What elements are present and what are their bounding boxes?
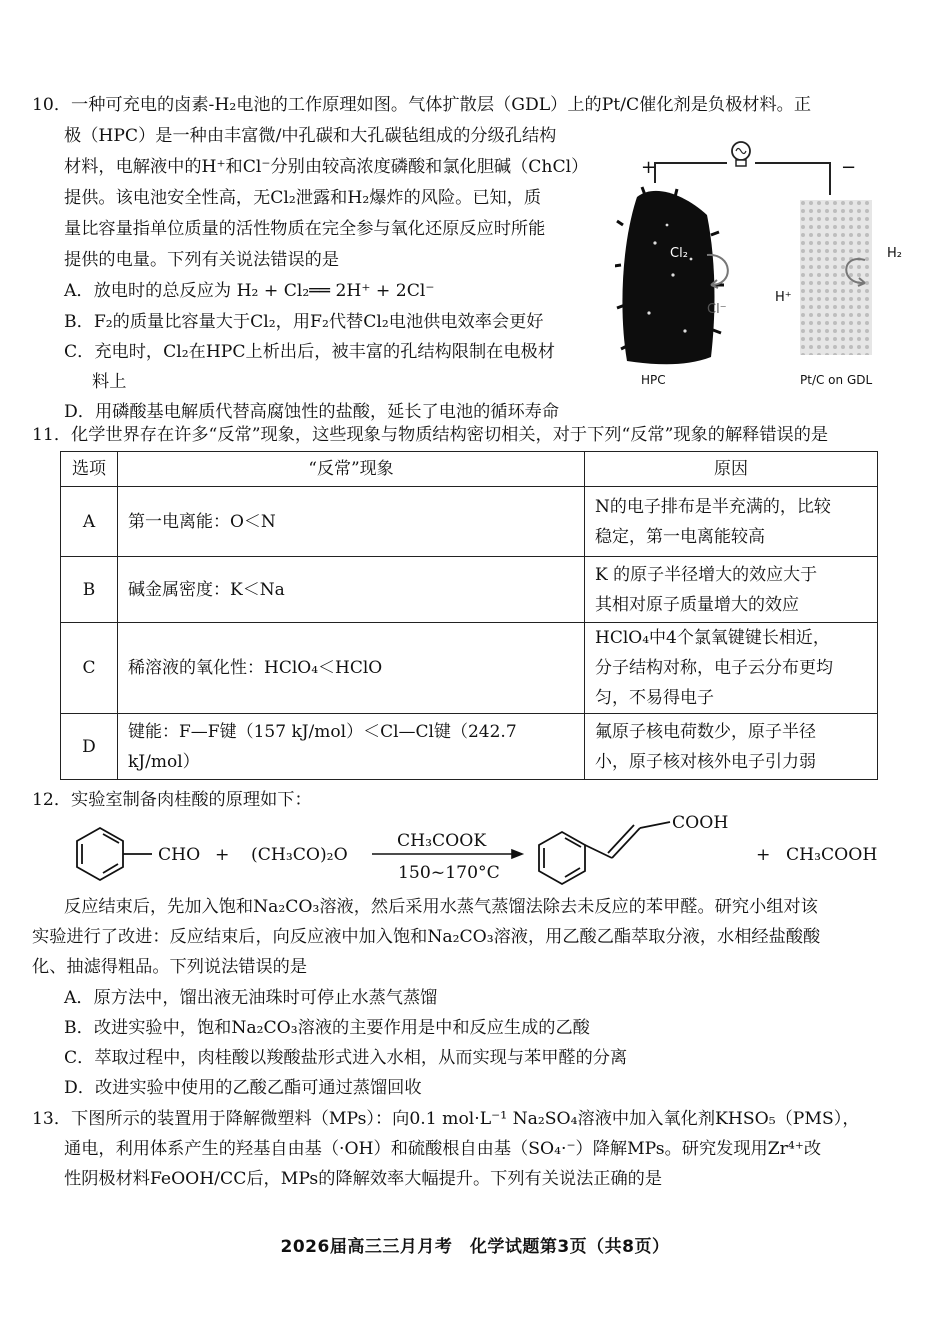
- q12-option-b: B．改进实验中，饱和Na₂CO₃溶液的主要作用是中和反应生成的乙酸: [64, 1018, 590, 1038]
- reason-line: 分子结构对称，电子云分布更均: [595, 658, 833, 678]
- reason-line: K 的原子半径增大的效应大于: [595, 564, 818, 585]
- row-phenomenon: 稀溶液的氧化性：HClO₄＜HClO: [118, 623, 585, 714]
- q12-body-1: 反应结束后，先加入饱和Na₂CO₃溶液，然后采用水蒸气蒸馏法除去未反应的苯甲醛。研究小组对该: [64, 897, 818, 917]
- table-header: 原因: [585, 452, 878, 487]
- table-header-row: [61, 452, 878, 487]
- table-header: “反常”现象: [118, 452, 585, 487]
- q13-line-3: 性阴极材料FeOOH/CC后，MPs的降解效率大幅提升。下列有关说法正确的是: [64, 1169, 663, 1189]
- cooh-group: COOH: [672, 813, 729, 833]
- reason-line: 氟原子核电荷数少，原子半径: [595, 721, 816, 742]
- cl2-label: Cl₂: [670, 246, 688, 261]
- positive-terminal: +: [641, 157, 657, 178]
- gdl-label: Pt/C on GDL: [800, 373, 873, 387]
- q10-line-4: 提供。该电池安全性高，无Cl₂泄露和H₂爆炸的风险。已知，质: [64, 188, 542, 208]
- wire-right: [755, 163, 830, 195]
- byproduct: CH₃COOH: [786, 845, 878, 865]
- table-header: 选项: [61, 452, 118, 487]
- negative-terminal: −: [841, 157, 857, 178]
- lightbulb-icon: [732, 142, 750, 166]
- q13-line-1: 13．下图所示的装置用于降解微塑料（MPs）：向0.1 mol·L⁻¹ Na₂SO₄溶液中加入氧化剂KHSO₅（PMS），: [32, 1109, 860, 1129]
- row-reason: [585, 714, 878, 780]
- temperature-label: 150~170°C: [398, 863, 500, 883]
- cl-minus-label: Cl⁻: [707, 302, 727, 317]
- row-option: B: [61, 557, 118, 623]
- reason-line: HClO₄中4个氯氧键键长相近，: [595, 628, 830, 648]
- row-option: A: [61, 487, 118, 557]
- q10-option-a: A．放电时的总反应为 H₂ + Cl₂══ 2H⁺ + 2Cl⁻: [64, 281, 435, 301]
- q10-line-3: 材料，电解液中的H⁺和Cl⁻分别由较高浓度磷酸和氯化胆碱（ChCl）: [64, 157, 589, 177]
- reason-line: 其相对原子质量增大的效应: [595, 594, 799, 615]
- row-option: C: [61, 623, 118, 714]
- q12-body-2: 实验进行了改进：反应结束后，向反应液中加入饱和Na₂CO₃溶液，用乙酸乙酯萃取分液，水相经盐酸酸: [32, 927, 821, 947]
- page-footer: 2026届高三三月月考 化学试题第3页（共8页）: [280, 1237, 670, 1257]
- reaction-scheme: [40, 808, 900, 890]
- q10-option-b: B．F₂的质量比容量大于Cl₂，用F₂代替Cl₂电池供电效率会更好: [64, 312, 544, 332]
- row-phenomenon: 键能：F—F键（157 kJ/mol）＜Cl—Cl键（242.7 kJ/mol）: [118, 714, 585, 780]
- gdl-electrode: [800, 200, 872, 355]
- reason-line: 匀，不易得电子: [595, 688, 714, 708]
- q10-option-c-cont: 料上: [92, 372, 127, 392]
- hpc-electrode: [615, 187, 724, 364]
- battery-diagram: [615, 135, 915, 390]
- row-reason: [585, 557, 878, 623]
- wire-left: [655, 163, 727, 183]
- table-row: [61, 557, 878, 623]
- row-reason: [585, 623, 878, 714]
- q12-option-d: D．改进实验中使用的乙酸乙酯可通过蒸馏回收: [64, 1078, 422, 1098]
- q10-line-1: 10．一种可充电的卤素-H₂电池的工作原理如图。气体扩散层（GDL）上的Pt/C催化剂是负极材料。正: [32, 95, 812, 115]
- anhydride: (CH₃CO)₂O: [251, 845, 348, 865]
- h-plus-label: H⁺: [775, 290, 792, 305]
- benzene-ring-1: [77, 828, 152, 880]
- q10-line-2: 极（HPC）是一种由丰富微/中孔碳和大孔碳毡组成的分级孔结构: [64, 126, 557, 146]
- q10-line-5: 量比容量指单位质量的活性物质在完全参与氧化还原反应时所能: [64, 219, 546, 239]
- reason-line: 小，原子核对核外电子引力弱: [595, 751, 816, 772]
- q12-option-c: C．萃取过程中，肉桂酸以羧酸盐形式进入水相，从而实现与苯甲醛的分离: [64, 1048, 628, 1068]
- table-row: [61, 714, 878, 780]
- row-phenomenon: 第一电离能：O＜N: [118, 487, 585, 557]
- table-row: [61, 487, 878, 557]
- q11-stem: 11．化学世界存在许多“反常”现象，这些现象与物质结构密切相关，对于下列“反常”现象的解释错误的是: [32, 425, 829, 445]
- q12-body-3: 化、抽滤得粗品。下列说法错误的是: [32, 957, 308, 977]
- hpc-label: HPC: [641, 373, 666, 387]
- q12-option-a: A．原方法中，馏出液无油珠时可停止水蒸气蒸馏: [64, 988, 438, 1008]
- q13-line-2: 通电，利用体系产生的羟基自由基（·OH）和硫酸根自由基（SO₄·⁻）降解MPs。研究发现用Zr⁴⁺改: [64, 1139, 822, 1159]
- plus-sign: +: [215, 845, 230, 865]
- row-option: D: [61, 714, 118, 780]
- table-row: [61, 623, 878, 714]
- q12-stem: 12．实验室制备肉桂酸的原理如下：: [32, 790, 312, 810]
- row-phenomenon: 碱金属密度：K＜Na: [118, 557, 585, 623]
- q10-option-c: C．充电时，Cl₂在HPC上析出后，被丰富的孔结构限制在电极材: [64, 342, 555, 362]
- catalyst-label: CH₃COOK: [397, 831, 487, 851]
- q10-option-d: D．用磷酸基电解质代替高腐蚀性的盐酸，延长了电池的循环寿命: [64, 402, 560, 422]
- row-reason: [585, 487, 878, 557]
- q11-table: [60, 451, 878, 780]
- h2-label: H₂: [887, 246, 902, 261]
- battery-diagram-svg: [615, 135, 915, 390]
- cho-group: CHO: [158, 845, 201, 865]
- benzene-ring-2: [539, 822, 670, 884]
- reason-line: 稳定，第一电离能较高: [595, 526, 765, 547]
- reason-line: N的电子排布是半充满的，比较: [595, 496, 831, 517]
- plus-sign: +: [756, 845, 771, 865]
- q10-line-6: 提供的电量。下列有关说法错误的是: [64, 250, 340, 270]
